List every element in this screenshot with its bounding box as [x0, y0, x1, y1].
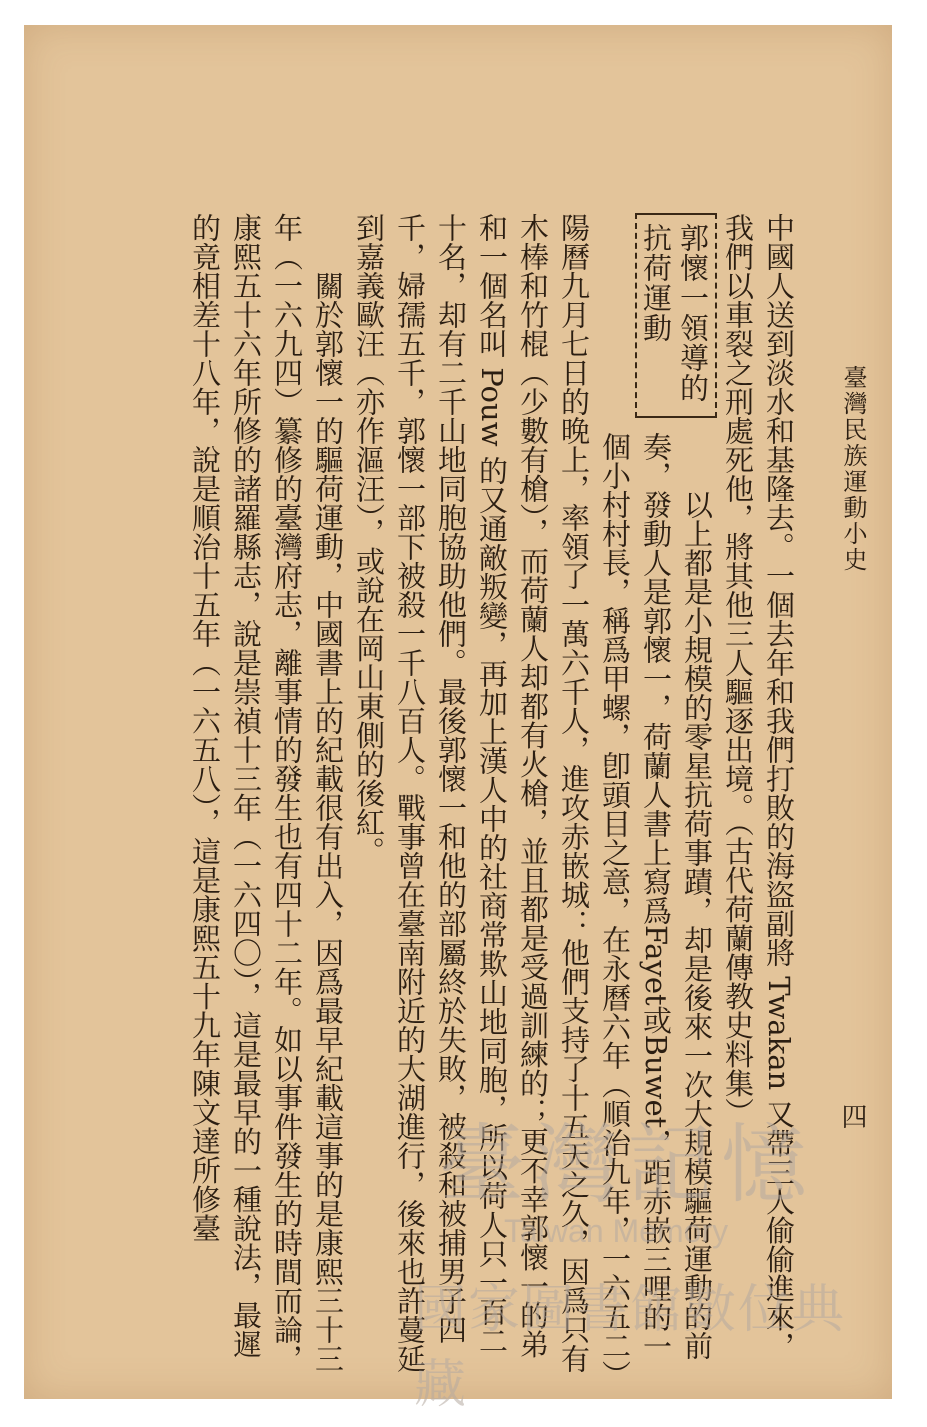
watermark-institution: 國家圖書館數位典藏 [414, 1280, 847, 1415]
body-text [114, 213, 799, 1383]
running-title: 臺灣民族運動小史 [839, 365, 867, 573]
watermark-title: 臺灣記憶 [439, 1115, 815, 1215]
paragraph-1: 中國人送到淡水和基隆去。一個去年和我們打敗的海盜副將 Twakan 又帶三人偷偷進來，我們以車裂之刑處死他，將其他三人驅逐出境。（古代荷蘭傳教史料集） [721, 213, 796, 1361]
section-heading-box: 郭懷一領導的抗荷運動 [635, 213, 717, 418]
book-page [24, 25, 892, 1415]
watermark-english: Taiwan Memory [504, 1213, 729, 1249]
paragraph-3: 關於郭懷一的驅荷運動，中國書上的紀載很有出入，因爲最早紀載這事的是康熙三十三年（一六九四）纂修的臺灣府志，離事情的發生也有四十二年。如以事件發生的時間而論，康熙五十六年所修的諸羅縣志，說是崇禎十三年（一六四〇），這是最早的一種說法，最遲的竟相差十八年，說是順治十五年（一六五八），這是康熙五十九年陳文達所修臺 [188, 213, 345, 1373]
page-number: 四 [837, 1103, 867, 1129]
paragraph-2: 以上都是小規模的零星抗荷事蹟，却是後來一次大規模驅荷運動的前奏，發動人是郭懷一，荷蘭人書上寫爲Fayet或Buwet，距赤嵌三哩的一個小村村長，稱爲甲螺，卽頭目之意，在永曆六年（順治九年，一六五二）陽曆九月七日的晚上，率領了一萬六千人，進攻赤嵌城：他們支持了十五天之久，因爲只有木棒和竹棍（少數有槍），而荷蘭人却都有火槍，並且都是受過訓練的；更不幸郭懷一的弟和一個名叫 Pouw 的又通敵叛變，再加上漢人中的社商常欺山地同胞，所以荷人只一百二十名，却有二千山地同胞協助他們。最後郭懷一和他的部屬終於失敗，被殺和被捕男子四千，婦孺五千，郭懷一部下被殺一千八百人。戰事曾在臺南附近的大湖進行，後來也許蔓延到嘉義歐汪（亦作漚汪），或說在岡山東側的後紅。 [352, 213, 714, 1375]
